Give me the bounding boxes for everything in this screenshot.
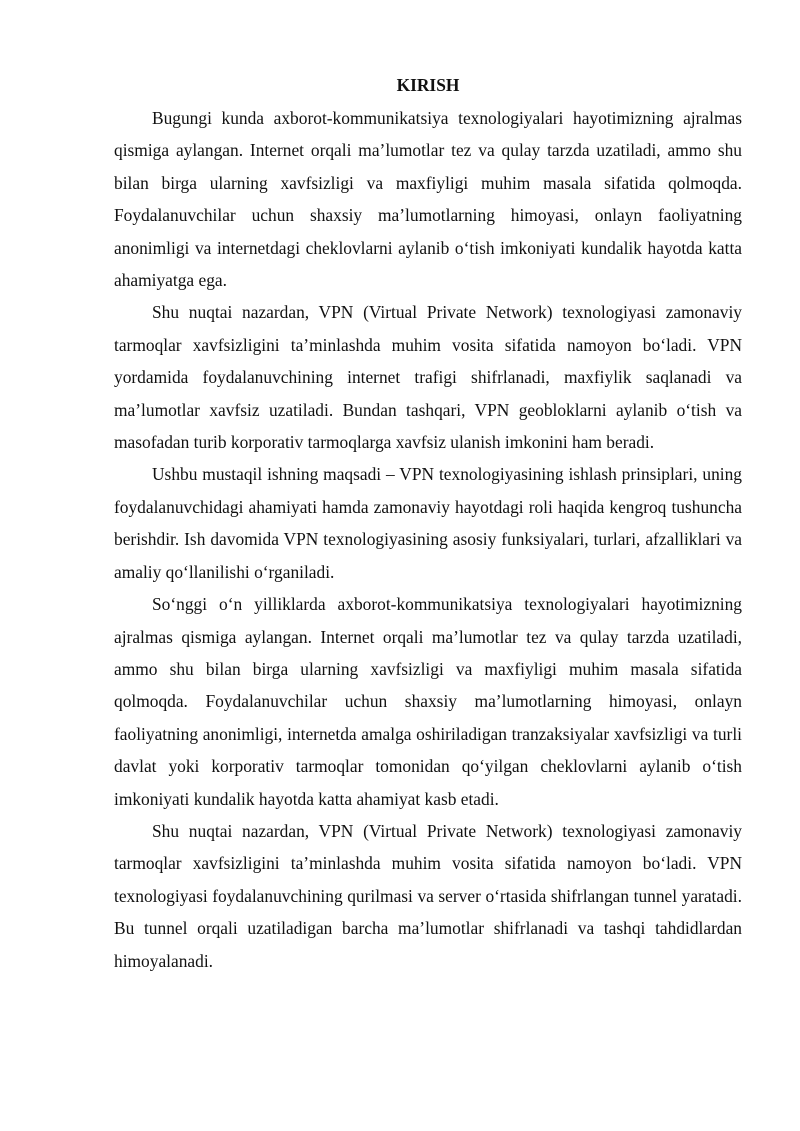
paragraph-3: Ushbu mustaqil ishning maqsadi – VPN texnologiyasining ishlash prinsiplari, uning foydalanuvchidagi ahamiyati hamda zamonaviy hayotdagi roli haqida kengroq tushuncha berishdir. Ish davomida VPN texnologiyasining asosiy funksiyalari, turlari, afzalliklari va amaliy qo‘llanilishi o‘rganiladi. <box>114 464 742 582</box>
document-page <box>114 72 742 977</box>
page-title: KIRISH <box>396 75 460 95</box>
paragraph-5: Shu nuqtai nazardan, VPN (Virtual Private Network) texnologiyasi zamonaviy tarmoqlar xavfsizligini ta’minlashda muhim vosita sifatida namoyon bo‘ladi. VPN texnologiyasi foydalanuvchining qurilmasi va server o‘rtasida shifrlangan tunnel yaratadi. Bu tunnel orqali uzatiladigan barcha ma’lumotlar shifrlanadi va tashqi tahdidlardan himoyalanadi. <box>114 820 742 971</box>
paragraph-2: Shu nuqtai nazardan, VPN (Virtual Private Network) texnologiyasi zamonaviy tarmoqlar xavfsizligini ta’minlashda muhim vosita sifatida namoyon bo‘ladi. VPN yordamida foydalanuvchining internet trafigi shifrlanadi, maxfiylik saqlanadi va ma’lumotlar xavfsiz uzatiladi. Bundan tashqari, VPN geobloklarni aylanib o‘tish va masofadan turib korporativ tarmoqlarga xavfsiz ulanish imkonini ham beradi. <box>114 302 742 453</box>
paragraph-1: Bugungi kunda axborot-kommunikatsiya texnologiyalari hayotimizning ajralmas qismiga aylangan. Internet orqali ma’lumotlar tez va qulay tarzda uzatiladi, ammo shu bilan birga ularning xavfsizligi va maxfiyligi muhim masala sifatida qolmoqda. Foydalanuvchilar uchun shaxsiy ma’lumotlarning himoyasi, onlayn faoliyatning anonimligi va internetdagi cheklovlarni aylanib o‘tish imkoniyati kundalik hayotda katta ahamiyatga ega. <box>114 108 742 291</box>
paragraph-4: So‘nggi o‘n yilliklarda axborot-kommunikatsiya texnologiyalari hayotimizning ajralmas qismiga aylangan. Internet orqali ma’lumotlar tez va qulay tarzda uzatiladi, ammo shu bilan birga ularning xavfsizligi va maxfiyligi muhim masala sifatida qolmoqda. Foydalanuvchilar uchun shaxsiy ma’lumotlarning himoyasi, onlayn faoliyatning anonimligi, internetda amalga oshiriladigan tranzaksiyalar xavfsizligi va turli davlat yoki korporativ tarmoqlar tomonidan qo‘yilgan cheklovlarni aylanib o‘tish imkoniyati kundalik hayotda katta ahamiyat kasb etadi. <box>114 594 742 809</box>
